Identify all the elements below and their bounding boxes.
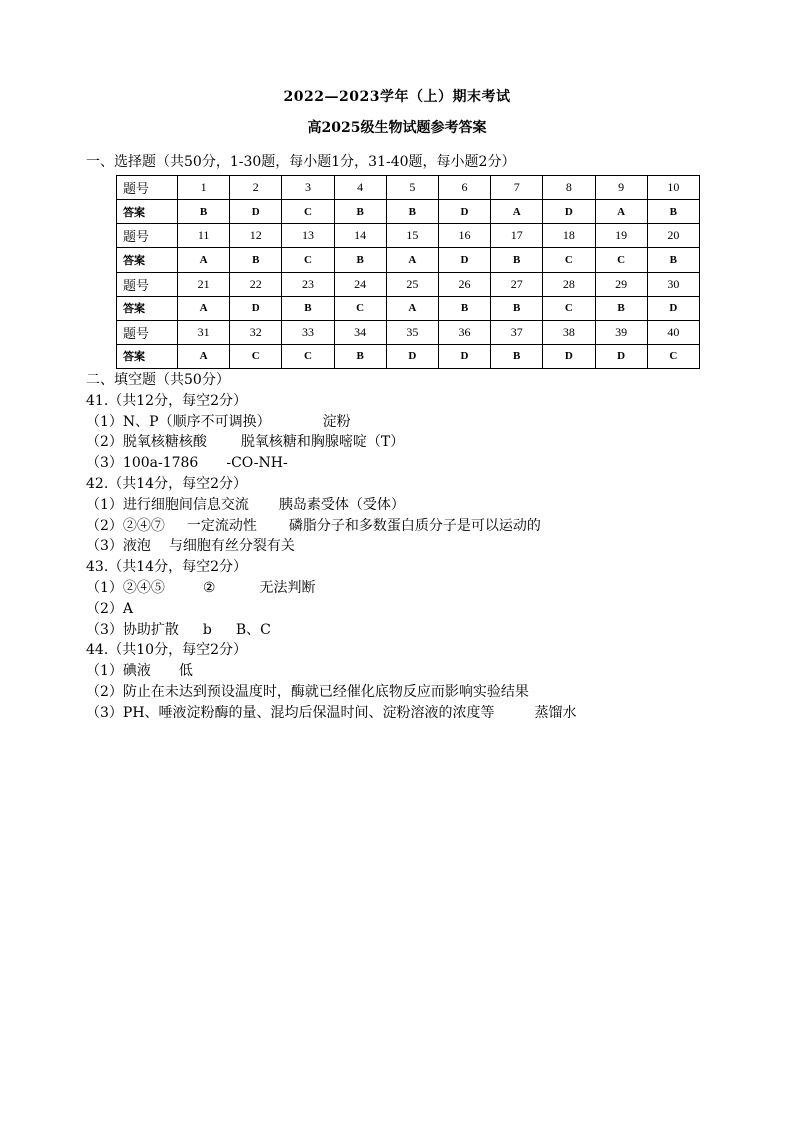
q41-answer-2: 淀粉 <box>322 413 351 430</box>
answer-cell: D <box>647 296 699 320</box>
answer-cell: A <box>386 296 438 320</box>
section2-heading: 二、填空题（共50分） <box>86 372 230 388</box>
answer-cell: A <box>178 248 230 272</box>
q42-line1 <box>86 495 577 516</box>
q44-answer-3: （2）防止在未达到预设温度时，酶就已经催化底物反应而影响实验结果 <box>86 683 529 700</box>
question-number-cell: 13 <box>282 224 334 248</box>
answer-cell: B <box>647 200 699 224</box>
answer-cell: C <box>334 296 386 320</box>
question-number-cell: 10 <box>647 176 699 200</box>
q41-answer-3: （2）脱氧核糖核酸 <box>86 434 207 451</box>
question-number-cell: 30 <box>647 272 699 296</box>
answer-cell: C <box>230 344 282 368</box>
question-number-row <box>117 320 700 344</box>
answer-cell: D <box>438 248 490 272</box>
q41-line2 <box>86 432 577 453</box>
answer-cell: B <box>178 200 230 224</box>
answer-row <box>117 344 700 368</box>
answer-row <box>117 248 700 272</box>
answer-cell: A <box>491 200 543 224</box>
q44-answer-4: （3）PH、唾液淀粉酶的量、混均后保温时间、淀粉溶液的浓度等 <box>86 704 495 721</box>
question-number-cell: 19 <box>595 224 647 248</box>
answer-cell: C <box>543 296 595 320</box>
q44-answer-5: 蒸馏水 <box>534 704 577 721</box>
question-number-cell: 14 <box>334 224 386 248</box>
q43-answer-2: ② <box>202 579 216 596</box>
question-number-cell: 29 <box>595 272 647 296</box>
question-number-cell: 28 <box>543 272 595 296</box>
q42-line2 <box>86 516 577 537</box>
q42-answer-7: 与细胞有丝分裂有关 <box>168 538 295 555</box>
question-number-cell: 32 <box>230 320 282 344</box>
question-number-cell: 21 <box>178 272 230 296</box>
answer-cell: A <box>595 200 647 224</box>
question-number-cell: 34 <box>334 320 386 344</box>
answer-cell: B <box>595 296 647 320</box>
answer-cell: D <box>543 344 595 368</box>
exam-subtitle: 高2025级生物试题参考答案 <box>307 120 487 136</box>
question-number-cell: 39 <box>595 320 647 344</box>
q43-answer-5: （3）协助扩散 <box>86 621 179 638</box>
answer-cell: C <box>282 344 334 368</box>
q43-answer-7: B、C <box>235 621 271 638</box>
q44-line3 <box>86 703 577 724</box>
question-number-cell: 2 <box>230 176 282 200</box>
answer-cell: D <box>438 200 490 224</box>
answer-cell: C <box>282 200 334 224</box>
question-number-row <box>117 176 700 200</box>
answer-cell: B <box>334 200 386 224</box>
row-label-answer: 答案 <box>117 200 178 224</box>
question-number-cell: 3 <box>282 176 334 200</box>
answer-cell: C <box>595 248 647 272</box>
question-number-cell: 6 <box>438 176 490 200</box>
row-label-question: 题号 <box>117 320 178 344</box>
question-number-cell: 40 <box>647 320 699 344</box>
answer-cell: A <box>386 248 438 272</box>
answer-cell: B <box>334 344 386 368</box>
q43-line3 <box>86 620 577 641</box>
question-number-cell: 36 <box>438 320 490 344</box>
q42-answer-5: 磷脂分子和多数蛋白质分子是可以运动的 <box>288 517 541 534</box>
q42-title: 42.（共14分，每空2分） <box>86 475 247 492</box>
answer-cell: B <box>491 344 543 368</box>
q42-line3 <box>86 536 577 557</box>
row-label-question: 题号 <box>117 224 178 248</box>
question-number-cell: 37 <box>491 320 543 344</box>
question-number-cell: 8 <box>543 176 595 200</box>
q41-line3 <box>86 453 577 474</box>
q42-answer-1: （1）进行细胞间信息交流 <box>86 496 249 513</box>
exam-title: 2022—2023学年（上）期末考试 <box>283 89 511 105</box>
question-number-cell: 12 <box>230 224 282 248</box>
answer-cell: B <box>282 296 334 320</box>
q44-title: 44.（共10分，每空2分） <box>86 642 247 659</box>
question-number-cell: 15 <box>386 224 438 248</box>
answer-cell: B <box>647 248 699 272</box>
row-label-question: 题号 <box>117 176 178 200</box>
q42-answer-6: （3）液泡 <box>86 538 151 555</box>
q44-answer-1: （1）碘液 <box>86 663 151 680</box>
question-number-cell: 9 <box>595 176 647 200</box>
q44-line2 <box>86 682 577 703</box>
answer-cell: B <box>386 200 438 224</box>
row-label-answer: 答案 <box>117 296 178 320</box>
q44-line1 <box>86 661 577 682</box>
q41-answer-4: 脱氧核糖和胸腺嘧啶（T） <box>240 434 405 451</box>
q41-answer-6: -CO-NH- <box>226 455 288 472</box>
question-number-cell: 20 <box>647 224 699 248</box>
q43-line1 <box>86 578 577 599</box>
q41-answer-5: （3）100a-1786 <box>86 455 199 472</box>
question-number-cell: 38 <box>543 320 595 344</box>
question-number-cell: 16 <box>438 224 490 248</box>
q42-answer-2: 胰岛素受体（受体） <box>278 496 405 513</box>
row-label-question: 题号 <box>117 272 178 296</box>
answer-row <box>117 200 700 224</box>
question-number-cell: 27 <box>491 272 543 296</box>
answer-table <box>116 175 700 369</box>
answer-cell: D <box>230 200 282 224</box>
question-number-cell: 31 <box>178 320 230 344</box>
q44-answer-2: 低 <box>178 663 193 680</box>
q41-line1 <box>86 412 577 433</box>
answer-cell: C <box>647 344 699 368</box>
answer-cell: C <box>282 248 334 272</box>
answer-cell: D <box>230 296 282 320</box>
q41-answer-1: （1）N、P（顺序不可调换） <box>86 413 271 430</box>
answer-cell: A <box>178 296 230 320</box>
answer-cell: C <box>543 248 595 272</box>
answer-cell: B <box>491 296 543 320</box>
q43-answer-4: （2）A <box>86 600 134 617</box>
q43-answer-6: b <box>202 621 212 638</box>
row-label-answer: 答案 <box>117 248 178 272</box>
row-label-answer: 答案 <box>117 344 178 368</box>
question-number-cell: 22 <box>230 272 282 296</box>
question-number-cell: 1 <box>178 176 230 200</box>
answer-cell: A <box>178 344 230 368</box>
question-number-row <box>117 224 700 248</box>
answer-cell: B <box>438 296 490 320</box>
answer-row <box>117 296 700 320</box>
question-number-cell: 17 <box>491 224 543 248</box>
answer-cell: D <box>595 344 647 368</box>
question-number-cell: 18 <box>543 224 595 248</box>
section2 <box>86 370 577 724</box>
question-number-cell: 11 <box>178 224 230 248</box>
question-number-cell: 25 <box>386 272 438 296</box>
answer-cell: D <box>386 344 438 368</box>
question-number-cell: 23 <box>282 272 334 296</box>
question-number-cell: 33 <box>282 320 334 344</box>
q43-answer-1: （1）②④⑤ <box>86 579 165 596</box>
answer-cell: D <box>543 200 595 224</box>
question-number-cell: 4 <box>334 176 386 200</box>
q41-title: 41.（共12分，每空2分） <box>86 392 247 409</box>
q43-answer-3: 无法判断 <box>259 579 316 596</box>
question-number-cell: 26 <box>438 272 490 296</box>
question-number-cell: 7 <box>491 176 543 200</box>
q43-title: 43.（共14分，每空2分） <box>86 559 247 576</box>
answer-cell: D <box>438 344 490 368</box>
question-number-row <box>117 272 700 296</box>
answer-cell: B <box>334 248 386 272</box>
question-number-cell: 35 <box>386 320 438 344</box>
answer-cell: B <box>491 248 543 272</box>
answer-cell: B <box>230 248 282 272</box>
q42-answer-4: 一定流动性 <box>186 517 257 534</box>
section1-heading: 一、选择题（共50分，1-30题，每小题1分，31-40题，每小题2分） <box>86 154 516 170</box>
q43-line2 <box>86 599 577 620</box>
question-number-cell: 24 <box>334 272 386 296</box>
question-number-cell: 5 <box>386 176 438 200</box>
q42-answer-3: （2）②④⑦ <box>86 517 165 534</box>
